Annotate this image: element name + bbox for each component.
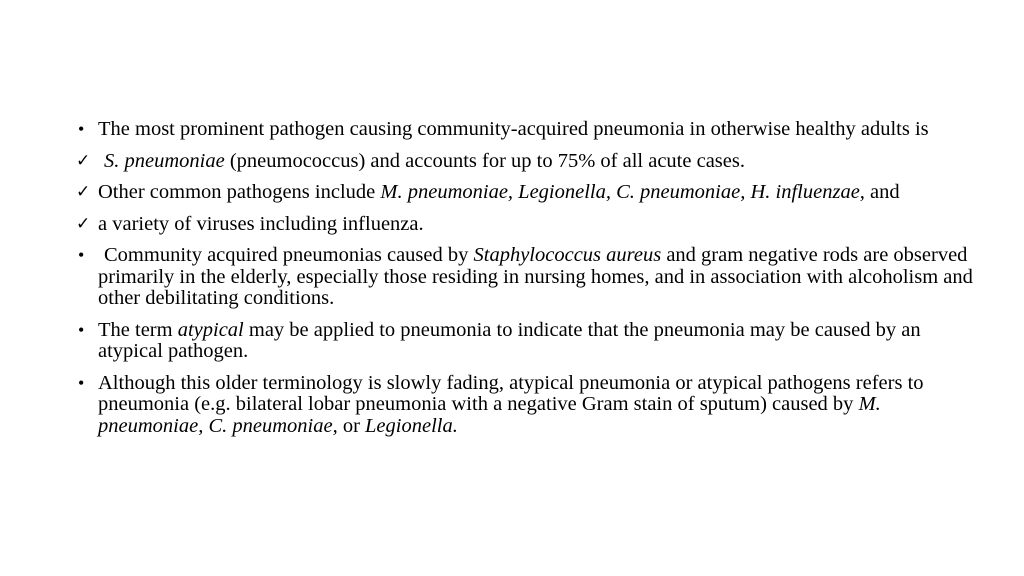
checkmark-icon: ✓ [76, 150, 91, 171]
item-6-text-after: may be applied to pneumonia to indicate that the pneumonia may be caused by an atypical pathogen. [98, 318, 921, 362]
list-item-3 [76, 182, 976, 204]
item-5-italic: Staphylococcus aureus [473, 244, 662, 266]
item-3-text-after: and [864, 181, 900, 203]
item-4-text: a variety of viruses including influenza. [98, 212, 424, 235]
list-item-1 [76, 119, 976, 141]
bullet-list [76, 119, 976, 447]
bullet-icon: • [78, 319, 85, 340]
item-3-text-before: Other common pathogens include [98, 181, 381, 203]
list-item-5 [76, 245, 976, 310]
checkmark-icon: ✓ [76, 182, 91, 202]
item-3-italic: M. pneumoniae, Legionella, C. pneumoniae, H. influenzae, [380, 181, 865, 203]
list-item-2 [76, 151, 976, 173]
checkmark-icon: ✓ [76, 213, 91, 234]
list-item-7 [76, 373, 976, 438]
item-7-text-middle: or [337, 414, 366, 437]
item-7-italic-2: Legionella. [365, 414, 458, 437]
bullet-icon: • [78, 245, 85, 265]
bullet-icon: • [78, 372, 85, 393]
item-7-text-before: Although this older terminology is slowly fading, atypical pneumonia or atypical pathogens refers to pneumonia (e.g. bilateral lobar pneumonia with a negative Gram stain of sputum) caused by [98, 371, 924, 415]
item-5-text-before: Community acquired pneumonias caused by [104, 244, 474, 266]
item-7-italic: M. pneumoniae, C. pneumoniae, [98, 393, 881, 437]
bullet-icon: • [78, 119, 85, 139]
list-item-6 [76, 320, 976, 363]
item-1-text: The most prominent pathogen causing community-acquired pneumonia in otherwise healthy adults is [98, 118, 929, 140]
list-item-4 [76, 214, 976, 236]
item-2-text: (pneumococcus) and accounts for up to 75% of all acute cases. [224, 149, 745, 172]
item-6-text-before: The term [98, 318, 178, 341]
item-5-text-after: and gram negative rods are observed primarily in the elderly, especially those residing in nursing homes, and in association with alcoholism and other debilitating conditions. [98, 244, 973, 309]
item-6-italic: atypical [177, 318, 244, 341]
item-2-italic: S. pneumoniae [104, 149, 225, 172]
